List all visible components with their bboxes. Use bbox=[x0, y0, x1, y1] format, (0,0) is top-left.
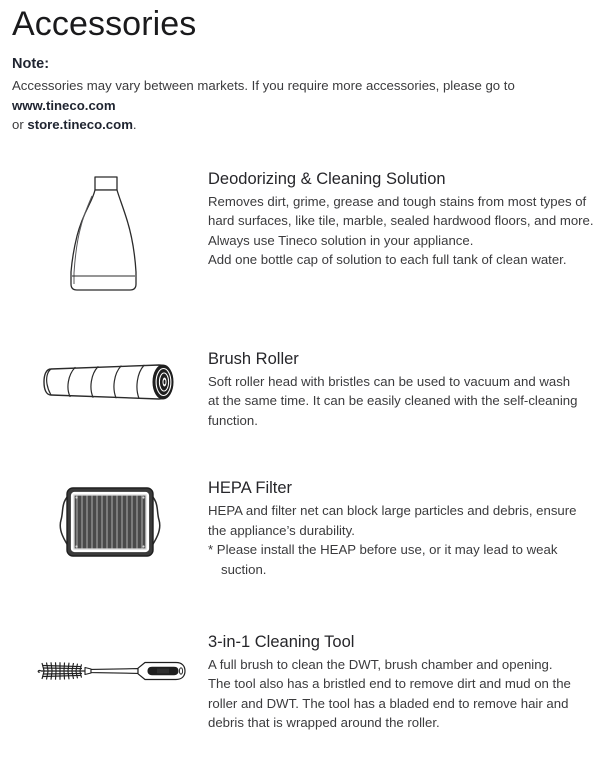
accessory-text-brush-roller bbox=[208, 349, 591, 431]
note-line-1-text: Accessories may vary between markets. If you require more accessories, please go to bbox=[12, 78, 515, 93]
accessory-text-hepa-filter bbox=[208, 478, 591, 579]
brush-roller-icon bbox=[35, 355, 185, 410]
hepa-filter-icon bbox=[50, 482, 170, 562]
note-line-2-text: or bbox=[12, 117, 28, 132]
accessory-description-line: Add one bottle cap of solution to each full tank of clean water. bbox=[208, 252, 567, 268]
accessory-description-line: Removes dirt, grime, grease and tough stains from most types of bbox=[208, 193, 587, 209]
cleaning-brush-tool-icon bbox=[33, 654, 188, 688]
roller-end-cap bbox=[153, 365, 173, 399]
spray-bottle-icon bbox=[50, 172, 170, 297]
note-line-2-period: . bbox=[132, 117, 137, 132]
page-title: Accessories bbox=[12, 5, 197, 43]
accessory-description-line: Always use Tineco solution in your appliance. bbox=[208, 232, 474, 248]
accessory-item-cleaning-tool bbox=[12, 632, 591, 733]
accessory-title: HEPA Filter bbox=[208, 479, 293, 498]
tineco-website-link: www.tineco.com bbox=[12, 97, 116, 113]
accessory-item-hepa-filter bbox=[12, 478, 591, 579]
accessory-description-line: roller and DWT. The tool has a bladed end to remove hair and bbox=[208, 695, 569, 711]
accessory-description-line: A full brush to clean the DWT, brush chamber and opening. bbox=[208, 656, 553, 672]
accessory-illustration-cleaning-tool bbox=[12, 632, 208, 688]
accessory-illustration-brush-roller bbox=[12, 349, 208, 410]
accessory-title: 3-in-1 Cleaning Tool bbox=[208, 632, 355, 651]
accessory-description-line: the appliance’s durability. bbox=[208, 522, 355, 538]
note-body bbox=[12, 76, 591, 135]
accessories-page bbox=[0, 4, 603, 759]
accessory-description-line: suction. bbox=[221, 562, 267, 578]
accessory-description-line: The tool also has a bristled end to remove dirt and mud on the bbox=[208, 676, 571, 692]
accessory-title: Brush Roller bbox=[208, 349, 299, 368]
accessory-illustration-hepa-filter bbox=[12, 478, 208, 562]
tineco-store-link: store.tineco.com bbox=[27, 117, 133, 132]
brush-bristles bbox=[38, 662, 85, 679]
accessory-description-line: * Please install the HEAP before use, or it may lead to weak bbox=[208, 542, 558, 558]
accessory-description-line: function. bbox=[208, 412, 258, 428]
accessory-illustration-solution bbox=[12, 169, 208, 297]
accessory-list bbox=[12, 169, 594, 734]
tool-shaft bbox=[91, 668, 138, 673]
accessory-title: Deodorizing & Cleaning Solution bbox=[208, 169, 446, 188]
accessory-description-line: hard surfaces, like tile, marble, sealed hardwood floors, and more. bbox=[208, 213, 594, 229]
accessory-description-line: at the same time. It can be easily cleaned with the self-cleaning bbox=[208, 393, 578, 409]
accessory-item-brush-roller bbox=[12, 349, 591, 431]
accessory-text-cleaning-tool bbox=[208, 632, 591, 733]
accessory-description-line: Soft roller head with bristles can be used to vacuum and wash bbox=[208, 373, 571, 389]
accessory-item-solution bbox=[12, 169, 594, 297]
accessory-description-line: HEPA and filter net can block large particles and debris, ensure bbox=[208, 503, 577, 519]
accessory-text-solution bbox=[208, 169, 598, 270]
note-label: Note: bbox=[12, 56, 50, 72]
accessory-description-line: debris that is wrapped around the roller. bbox=[208, 715, 440, 731]
